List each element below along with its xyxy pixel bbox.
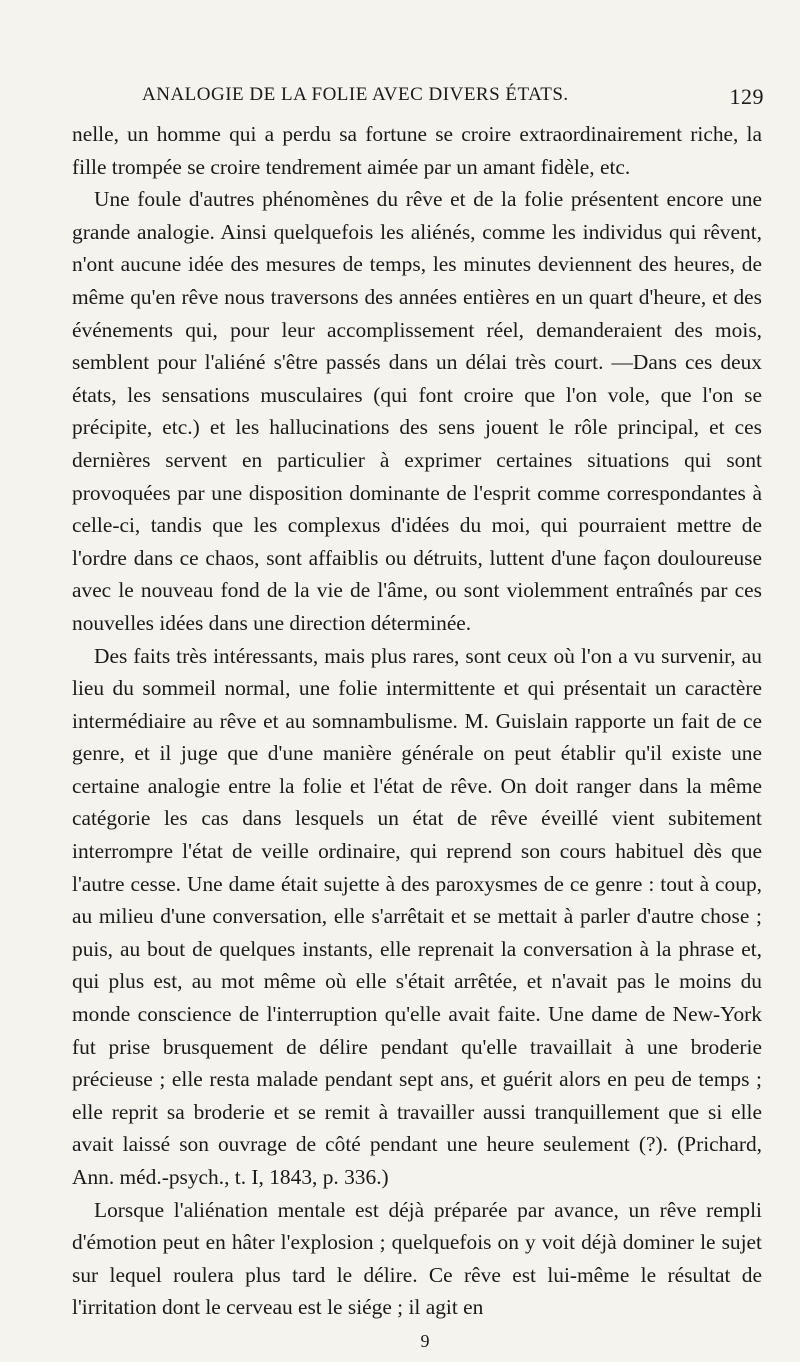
paragraph-3: Des faits très intéressants, mais plus rares, sont ceux où l'on a vu survenir, au lieu du sommeil normal, une folie intermittente et qui présentait un caractère intermédiaire au rêve et au somnambulisme. M. Guislain rapporte un fait de ce genre, et il juge que d'une manière générale on peut établir qu'il existe une certaine analogie entre la folie et l'état de rêve. On doit ranger dans la même catégorie les cas dans lesquels un état de rêve éveillé vient subitement interrompre l'état de veille ordinaire, qui reprend son cours habituel dès que l'autre cesse. Une dame était sujette à des paroxysmes de ce genre : tout à coup, au milieu d'une conversation, elle s'arrêtait et se mettait à parler d'autre chose ; puis, au bout de quelques instants, elle reprenait la conversation à la phrase et, qui plus est, au mot même où elle s'était arrêtée, et n'avait pas le moins du monde conscience de l'interruption qu'elle avait faite. Une dame de New-York fut prise brusquement de délire pendant qu'elle travaillait à une broderie précieuse ; elle resta malade pendant sept ans, et guérit alors en peu de temps ; elle reprit sa broderie et se remit à travailler aussi tranquillement que si elle avait laissé son ouvrage de côté pendant une heure seulement (?). (Prichard, Ann. méd.-psych., t. I, 1843, p. 336.) xyxy=(72,643,762,1189)
paragraph-1: nelle, un homme qui a perdu sa fortune se croire extraordinairement riche, la fille trompée se croire tendrement aimée par un amant fidèle, etc. xyxy=(72,122,762,179)
running-title: ANALOGIE DE LA FOLIE AVEC DIVERS ÉTATS. xyxy=(142,84,569,105)
page-number: 129 xyxy=(729,84,764,109)
paragraph-4: Lorsque l'aliénation mentale est déjà préparée par avance, un rêve rempli d'émotion peut en hâter l'explosion ; quelquefois on y voit déjà dominer le sujet sur lequel roulera plus tard le délire. Ce rêve est lui-même le résultat de l'irritation dont le cerveau est le siége ; il agit en xyxy=(72,1197,762,1320)
signature-mark: 9 xyxy=(420,1331,430,1351)
paragraph-2: Une foule d'autres phénomènes du rêve et de la folie présentent encore une grande analogie. Ainsi quelquefois les aliénés, comme les individus qui rêvent, n'ont aucune idée des mesures de temps, les minutes deviennent des heures, de même qu'en rêve nous traversons des années entières en un quart d'heure, et des événements qui, pour leur accomplissement réel, demanderaient des mois, semblent pour l'aliéné s'être passés dans un délai très court. —Dans ces deux états, les sensations musculaires (qui font croire que l'on vole, que l'on se précipite, etc.) et les hallucinations des sens jouent le rôle principal, et ces dernières servent en particulier à exprimer certaines situations qui sont provoquées par une disposition dominante de l'esprit comme correspondantes à celle-ci, tandis que les complexus d'idées du moi, qui pourraient mettre de l'ordre dans ce chaos, sont affaiblis ou détruits, luttent d'une façon douloureuse avec le nouveau fond de la vie de l'âme, ou sont violemment entraînés par ces nouvelles idées dans une direction déterminée. xyxy=(72,187,762,635)
body-text xyxy=(72,118,762,1324)
running-header xyxy=(142,84,764,114)
